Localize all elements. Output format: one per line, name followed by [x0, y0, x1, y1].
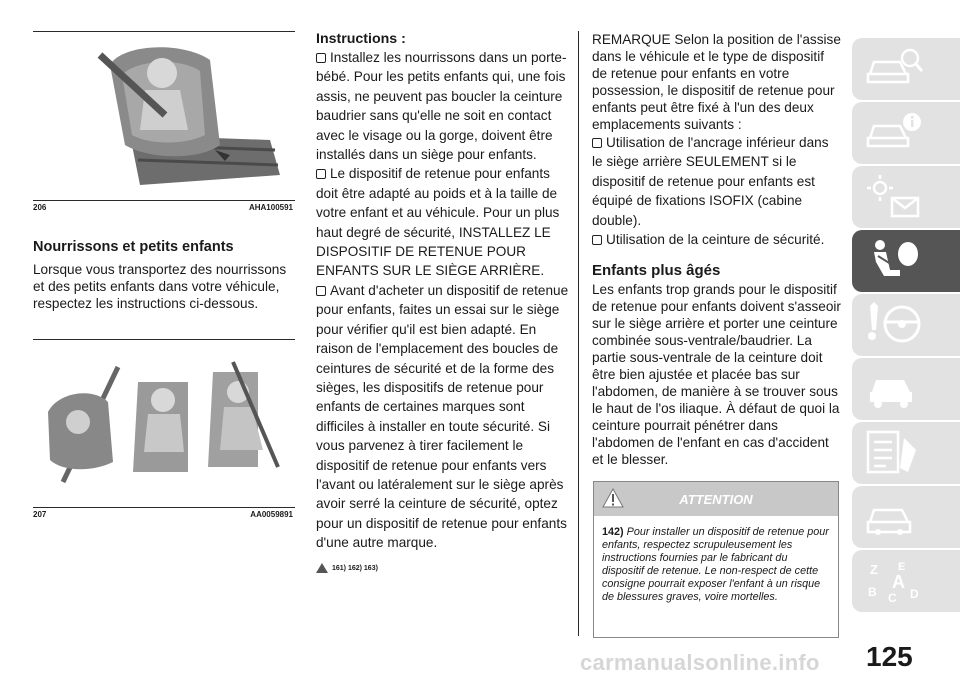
checkbox-bullet-icon	[316, 286, 326, 296]
instructions-heading: Instructions :	[316, 31, 406, 47]
svg-text:Z: Z	[870, 562, 878, 577]
sidebar-tab-dashboard-lights[interactable]	[852, 166, 960, 228]
figure-207-image	[38, 352, 294, 487]
list-item: Installez les nourrissons dans un porte-bébé. Pour les petits enfants qui, une fois assis, ne peuvent pas boucler la ceinture baudrier sans qu'elle ne soit en contact avec le visage ou la gorge, doivent être installés dans un siège pour enfants.	[316, 50, 567, 163]
alphabetical-index-icon	[864, 556, 924, 604]
warning-number: 142)	[602, 526, 624, 538]
figure-206-code: AHA100591	[248, 203, 293, 212]
list-item: Utilisation de l'ancrage inférieur dans le siège arrière SEULEMENT si le dispositif de retenue pour enfants est équipé de fixations ISOFIX (cabine double).	[592, 135, 829, 228]
checkbox-bullet-icon	[316, 169, 326, 179]
sidebar-tab-car-info[interactable]	[852, 102, 960, 164]
car-info-icon	[864, 108, 924, 156]
remark-column	[592, 31, 842, 468]
sidebar-tab-car-search[interactable]	[852, 38, 960, 100]
figure-207-number: 207	[33, 510, 47, 519]
older-children-text: Les enfants trop grands pour le dispositif de retenue pour enfants doivent s'asseoir sur le siège arrière et porter une ceinture combinée sous-ventrale/baudrier. La partie sous-ventrale de la ceinture doit être bien ajustée et placée bas sur l'abdomen, de manière à se trouver sous le haut de l'os iliaque. À défaut de quoi la ceinture pourrait pénétrer dans l'abdomen de l'enfant en cas d'accident et le blesser.	[592, 282, 841, 468]
list-item: Le dispositif de retenue pour enfants doit être adapté au poids et à la taille de votre enfant et au véhicule. Pour un plus haut degré de sécurité, INSTALLEZ LE DISPOSITIF DE RETENUE POUR ENFANTS SUR LE SIÈGE ARRIÈRE.	[316, 166, 560, 279]
instructions-column	[316, 31, 572, 578]
svg-text:B: B	[868, 585, 877, 599]
seat-airbag-icon	[864, 236, 924, 284]
figure-206-number: 206	[33, 203, 47, 212]
svg-text:C: C	[888, 591, 897, 604]
checkbox-bullet-icon	[592, 235, 602, 245]
sidebar-tab-maintenance[interactable]	[852, 422, 960, 484]
sidebar-tab-index[interactable]	[852, 550, 960, 612]
checkbox-bullet-icon	[316, 53, 326, 63]
page-number: 125	[866, 641, 913, 672]
maintenance-checklist-icon	[864, 428, 924, 476]
warning-triangle-icon	[602, 488, 624, 508]
sidebar-tab-breakdown[interactable]	[852, 358, 960, 420]
warning-header	[594, 482, 838, 516]
section-title-older-children: Enfants plus âgés	[592, 262, 721, 280]
dashboard-light-message-icon	[864, 172, 924, 220]
figure-207-code: AA0059891	[250, 510, 293, 519]
sidebar-tab-technical[interactable]	[852, 486, 960, 548]
svg-text:E: E	[898, 561, 906, 573]
warning-triangle-icon	[316, 563, 328, 573]
list-item: Utilisation de la ceinture de sécurité.	[592, 230, 842, 249]
sidebar-tab-driving[interactable]	[852, 294, 960, 356]
section-title-infants: Nourrissons et petits enfants	[33, 239, 234, 255]
column-divider	[578, 31, 579, 636]
car-technical-data-icon	[864, 492, 924, 540]
watermark: carmanualsonline.info	[580, 650, 820, 675]
warning-box	[593, 481, 839, 638]
checkbox-bullet-icon	[592, 138, 602, 148]
svg-text:A: A	[892, 572, 905, 592]
steering-wheel-icon	[864, 300, 924, 348]
warning-text: 142) Pour installer un dispositif de retenue pour enfants, respectez scrupuleusement les instructions fournies par le fabricant du dispositif de retenue. Le non-respect de cette consigne pourrait exposer l'enfant à un risque de blessures graves, voire mortelles.	[602, 526, 829, 603]
list-item: Avant d'acheter un dispositif de retenue pour enfants, faites un essai sur le siège pour vérifier qu'il est bien adapté. En raison de l'emplacement des boucles de ceintures de sécurité et de la forme des sièges, les dispositifs de retenue pour enfants de certaines marques sont difficiles à installer en toute sécurité. Si vous parvenez à tirer facilement le dispositif de retenue pour enfants vers l'avant ou latéralement sur le siège après avoir serré la ceinture de sécurité, optez pour un dispositif de retenue pour enfants d'une autre marque.	[316, 282, 569, 551]
remark-text: REMARQUE Selon la position de l'assise dans le véhicule et le type de dispositif de retenue pour enfants en votre possession, le dispositif de retenue pour enfants peut être fixé à l'un des deux emplacements suivants :	[592, 32, 841, 132]
warning-references: 161) 162) 163)	[316, 559, 572, 578]
svg-text:D: D	[910, 587, 919, 601]
car-breakdown-icon	[864, 364, 924, 412]
figure-206-image	[40, 35, 290, 195]
car-search-icon	[864, 44, 924, 92]
sidebar-tab-seat-airbag[interactable]	[852, 230, 960, 292]
warning-title: ATTENTION	[679, 491, 753, 507]
infants-intro-text: Lorsque vous transportez des nourrissons et des petits enfants dans votre véhicule, respectez les instructions ci-dessous.	[33, 262, 287, 311]
